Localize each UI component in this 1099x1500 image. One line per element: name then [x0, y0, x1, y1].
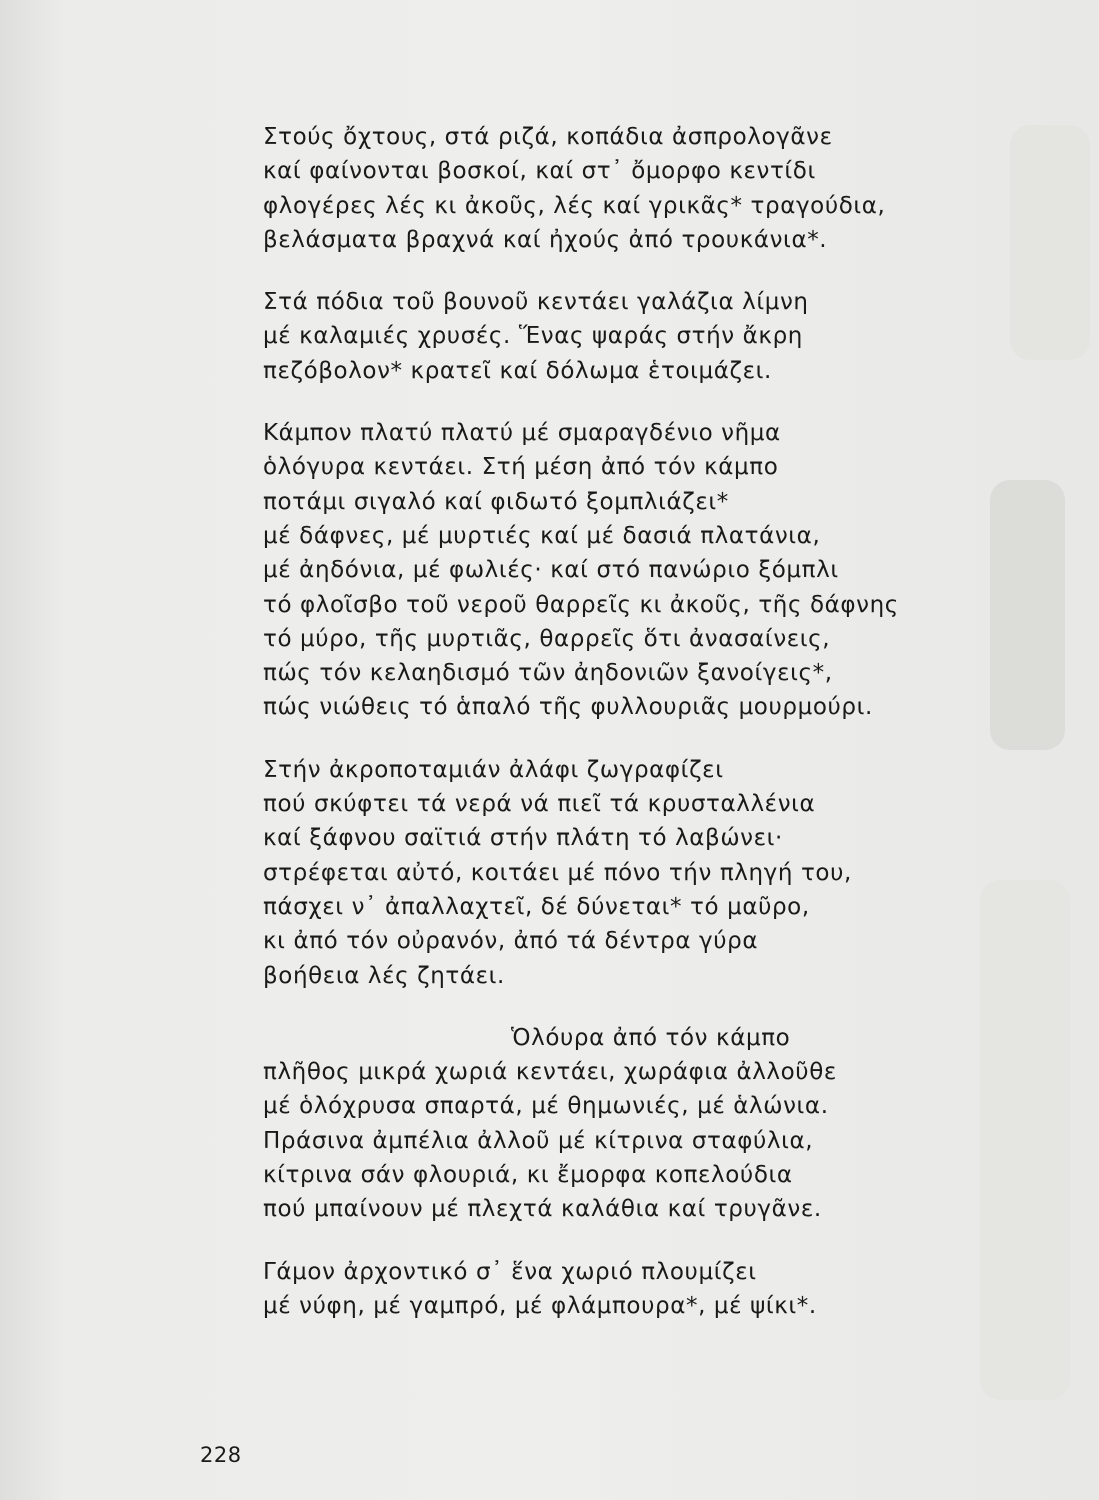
stanza-2: [263, 285, 993, 388]
poem-line: βελάσματα βραχνά καί ἠχούς ἀπό τρουκάνια*.: [263, 226, 828, 253]
poem-line: πού μπαίνουν μέ πλεχτά καλάθια καί τρυγᾶνε.: [263, 1196, 822, 1223]
stanza-1: [263, 120, 993, 257]
stanza-6: [263, 1255, 993, 1324]
bleed-through-shadow: [980, 880, 1070, 1400]
poem-line: μέ καλαμιές χρυσές. Ἕνας ψαράς στήν ἄκρη: [263, 323, 803, 350]
poem-line: καί φαίνονται βοσκοί, καί στ᾿ ὄμορφο κεντίδι: [263, 158, 816, 185]
stanza-5: [263, 1021, 993, 1227]
poem-line-indented: Ὁλόυρα ἀπό τόν κάμπο: [511, 1024, 791, 1051]
poem-line: Γάμον ἀρχοντικό σ᾿ ἕνα χωριό πλουμίζει: [263, 1258, 757, 1285]
poem-line: ποτάμι σιγαλό καί φιδωτό ξομπλιάζει*: [263, 488, 729, 515]
poem-line: Κάμπον πλατύ πλατύ μέ σμαραγδένιο νῆμα: [263, 420, 781, 447]
stanza-4: [263, 753, 993, 993]
bleed-through-shadow: [990, 480, 1065, 750]
poem-line: κι ἀπό τόν οὐρανόν, ἀπό τά δέντρα γύρα: [263, 928, 759, 955]
poem-line: μέ νύφη, μέ γαμπρό, μέ φλάμπουρα*, μέ ψίκι*.: [263, 1292, 817, 1319]
poem-line: μέ ἀηδόνια, μέ φωλιές· καί στό πανώριο ξόμπλι: [263, 557, 839, 584]
poem-line: καί ξάφνου σαϊτιά στήν πλάτη τό λαβώνει·: [263, 825, 783, 852]
poem-line: βοήθεια λές ζητάει.: [263, 962, 505, 989]
poem-line: κίτρινα σάν φλουριά, κι ἔμορφα κοπελούδια: [263, 1162, 793, 1189]
poem-line: Στήν ἀκροποταμιάν ἀλάφι ζωγραφίζει: [263, 756, 724, 783]
poem-line: πώς τόν κελαηδισμό τῶν ἀηδονιῶν ξανοίγεις*,: [263, 660, 833, 687]
page-number: 228: [200, 1443, 242, 1467]
poem-line: πλῆθος μικρά χωριά κεντάει, χωράφια ἀλλοῦθε: [263, 1059, 837, 1086]
poem-line: Πράσινα ἀμπέλια ἀλλοῦ μέ κίτρινα σταφύλια,: [263, 1127, 814, 1154]
poem-line: μέ δάφνες, μέ μυρτιές καί μέ δασιά πλατάνια,: [263, 522, 821, 549]
poem-body: [263, 120, 993, 1351]
poem-line: στρέφεται αὐτό, κοιτάει μέ πόνο τήν πληγή του,: [263, 859, 852, 886]
bleed-through-shadow: [1010, 125, 1090, 360]
poem-line: πώς νιώθεις τό ἁπαλό τῆς φυλλουριᾶς μουρμούρι.: [263, 694, 873, 721]
poem-line: πού σκύφτει τά νερά νά πιεῖ τά κρυσταλλένια: [263, 791, 816, 818]
poem-line: μέ ὁλόχρυσα σπαρτά, μέ θημωνιές, μέ ἁλώνια.: [263, 1093, 829, 1120]
poem-line: τό μύρο, τῆς μυρτιᾶς, θαρρεῖς ὅτι ἀνασαίνεις,: [263, 625, 831, 652]
poem-line: φλογέρες λές κι ἀκοῦς, λές καί γρικᾶς* τραγούδια,: [263, 192, 886, 219]
poem-line: ὁλόγυρα κεντάει. Στή μέση ἀπό τόν κάμπο: [263, 454, 779, 481]
poem-line: Στούς ὄχτους, στά ριζά, κοπάδια ἀσπρολογᾶνε: [263, 124, 833, 150]
poem-line: πεζόβολον* κρατεῖ καί δόλωμα ἑτοιμάζει.: [263, 357, 772, 384]
poem-line: Στά πόδια τοῦ βουνοῦ κεντάει γαλάζια λίμνη: [263, 289, 809, 316]
poem-line: πάσχει ν᾿ ἀπαλλαχτεῖ, δέ δύνεται* τό μαῦρο,: [263, 893, 810, 920]
poem-line: τό φλοῖσβο τοῦ νεροῦ θαρρεῖς κι ἀκοῦς, τῆς δάφνης: [263, 591, 899, 618]
stanza-3: [263, 416, 993, 725]
